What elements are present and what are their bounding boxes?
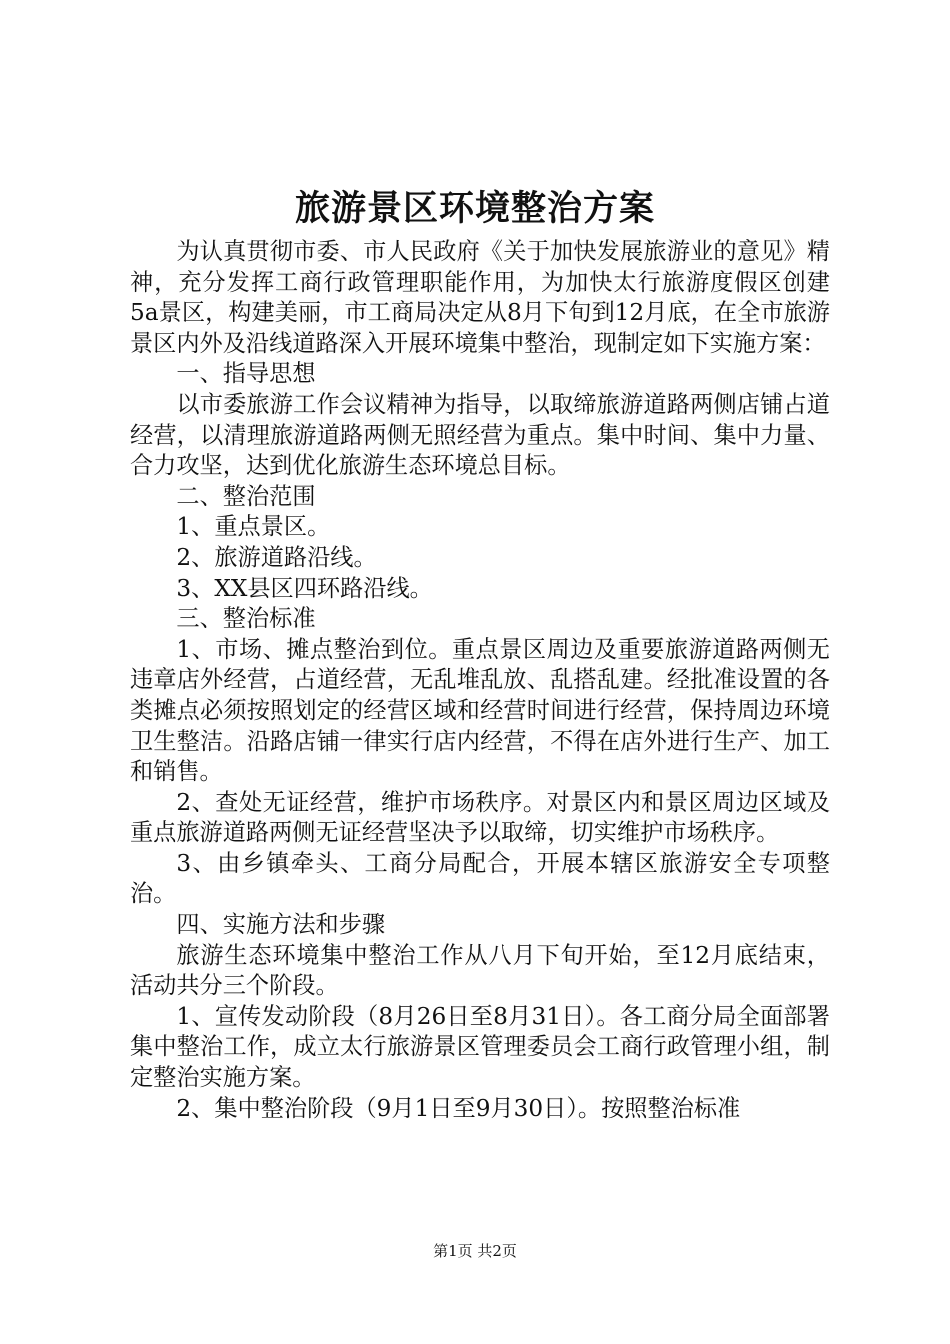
list-item-scope-2: 2、旅游道路沿线。 — [176, 543, 377, 571]
document-body — [130, 237, 830, 1124]
paragraph-standard-2: 2、查处无证经营，维护市场秩序。对景区内和景区周边区域及重点旅游道路两侧无证经营坚决予以取缔，切实维护市场秩序。 — [130, 788, 830, 847]
paragraph-intro: 为认真贯彻市委、市人民政府《关于加快发展旅游业的意见》精神，充分发挥工商行政管理职能作用，为加快太行旅游度假区创建5a景区，构建美丽，市工商局决定从8月下旬到12月底，在全市旅游景区内外及沿线道路深入开展环境集中整治，现制定如下实施方案： — [130, 238, 830, 357]
list-item-scope-1: 1、重点景区。 — [176, 513, 331, 541]
heading-methods-steps: 四、实施方法和步骤 — [176, 911, 386, 939]
heading-scope: 二、整治范围 — [176, 482, 316, 510]
document-title: 旅游景区环境整治方案 — [294, 188, 655, 229]
paragraph-stage-1: 1、宣传发动阶段（8月26日至8月31日）。各工商分局全面部署集中整治工作，成立太行旅游景区管理委员会工商行政管理小组，制定整治实施方案。 — [130, 1002, 830, 1092]
paragraph-standard-1: 1、市场、摊点整治到位。重点景区周边及重要旅游道路两侧无违章店外经营，占道经营，无乱堆乱放、乱搭乱建。经批准设置的各类摊点必须按照划定的经营区域和经营时间进行经营，保持周边环境卫生整洁。沿路店铺一律实行店内经营，不得在店外进行生产、加工和销售。 — [130, 635, 830, 786]
paragraph-stage-2: 2、集中整治阶段（9月1日至9月30日）。按照整治标准 — [176, 1094, 741, 1122]
paragraph-methods-intro: 旅游生态环境集中整治工作从八月下旬开始，至12月底结束，活动共分三个阶段。 — [130, 941, 830, 1000]
page-number-footer: 第1页 共2页 — [433, 1242, 517, 1260]
paragraph-standard-3: 3、由乡镇牵头、工商分局配合，开展本辖区旅游安全专项整治。 — [130, 849, 830, 908]
heading-standards: 三、整治标准 — [176, 605, 316, 633]
heading-guiding-ideology: 一、指导思想 — [176, 360, 316, 388]
list-item-scope-3: 3、XX县区四环路沿线。 — [176, 574, 433, 602]
paragraph-guiding-ideology: 以市委旅游工作会议精神为指导，以取缔旅游道路两侧店铺占道经营，以清理旅游道路两侧无照经营为重点。集中时间、集中力量、合力攻坚，达到优化旅游生态环境总目标。 — [130, 390, 830, 480]
